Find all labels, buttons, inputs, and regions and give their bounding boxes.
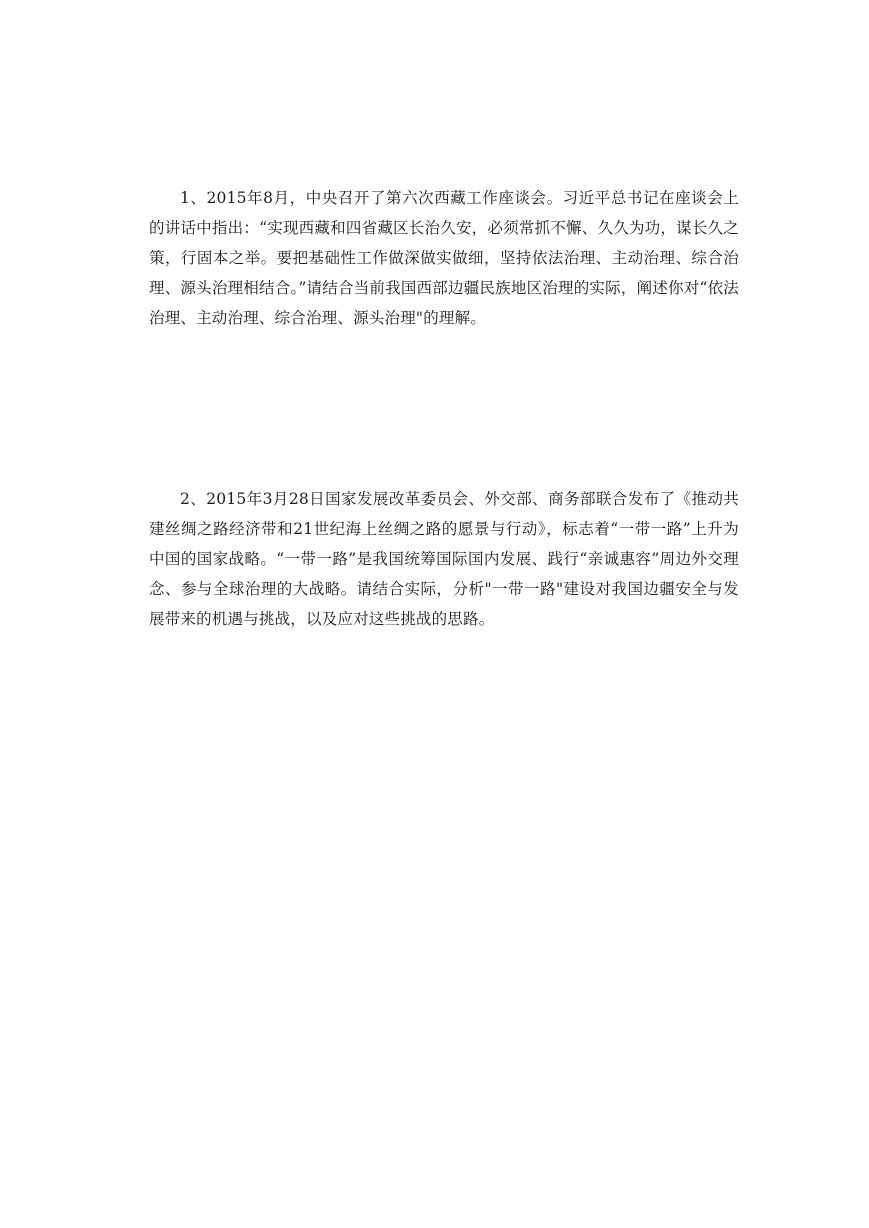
question-2: 2、2015年3月28日国家发展改革委员会、外交部、商务部联合发布了《推动共建丝绸之路经济带和21世纪海上丝绸之路的愿景与行动》，标志着“一带一路”上升为中国的国家战略。“一带一路”是我国统筹国际国内发展、践行“亲诚惠容”周边外交理念、参与全球治理的大战略。请结合实际，分析"一带一路"建设对我国边疆安全与发展带来的机遇与挑战，以及应对这些挑战的思路。 (149, 490, 739, 628)
question-1: 1、2015年8月，中央召开了第六次西藏工作座谈会。习近平总书记在座谈会上的讲话中指出：“实现西藏和四省藏区长治久安，必须常抓不懈、久久为功，谋长久之策，行固本之举。要把基础性工作做深做实做细，坚持依法治理、主动治理、综合治理、源头治理相结合。”请结合当前我国西部边疆民族地区治理的实际，阐述你对“依法治理、主动治理、综合治理、源头治理"的理解。 (149, 189, 739, 327)
